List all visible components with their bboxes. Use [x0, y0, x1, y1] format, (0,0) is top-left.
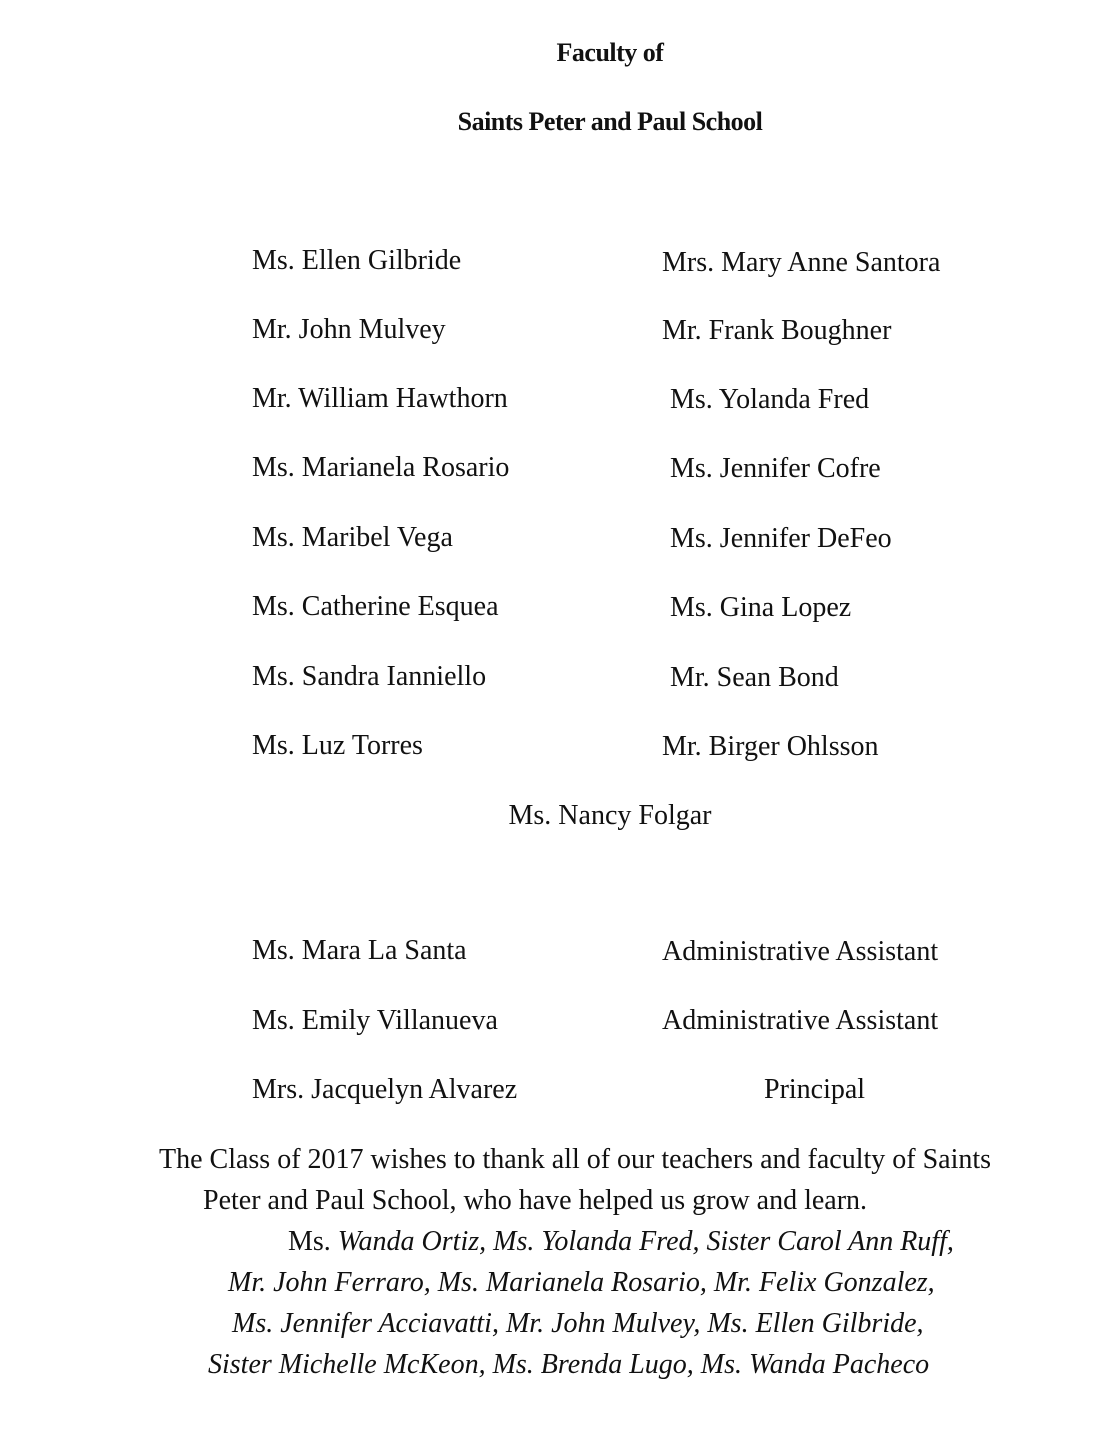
staff-name-2: Ms. Emily Villanueva — [252, 1005, 498, 1036]
faculty-name-left-8: Ms. Luz Torres — [252, 730, 423, 761]
faculty-name-right-3: Ms. Yolanda Fred — [670, 384, 870, 415]
faculty-name-right-2: Mr. Frank Boughner — [662, 315, 892, 346]
staff-role-2: Administrative Assistant — [662, 1005, 939, 1036]
faculty-name-right-8: Mr. Birger Ohlsson — [662, 731, 879, 762]
faculty-name-right-1: Mrs. Mary Anne Santora — [662, 247, 941, 278]
faculty-name-centered: Ms. Nancy Folgar — [508, 800, 712, 831]
page-title-line-1: Faculty of — [556, 38, 664, 67]
faculty-name-right-7: Mr. Sean Bond — [670, 662, 839, 693]
faculty-name-left-7: Ms. Sandra Ianniello — [252, 661, 487, 692]
faculty-name-right-6: Ms. Gina Lopez — [670, 592, 852, 623]
staff-name-1: Ms. Mara La Santa — [252, 935, 467, 966]
faculty-name-left-3: Mr. William Hawthorn — [252, 383, 508, 414]
faculty-name-right-5: Ms. Jennifer DeFeo — [670, 523, 892, 554]
faculty-name-right-4: Ms. Jennifer Cofre — [670, 453, 881, 484]
thanks-line-5: Ms. Jennifer Acciavatti, Mr. John Mulvey, Ms. Ellen Gilbride, — [232, 1308, 924, 1339]
faculty-name-left-6: Ms. Catherine Esquea — [252, 591, 499, 622]
thanks-line-3 — [288, 1225, 954, 1259]
thanks-line-2: Peter and Paul School, who have helped us grow and learn. — [203, 1185, 868, 1216]
faculty-name-left-2: Mr. John Mulvey — [252, 314, 446, 345]
staff-name-3: Mrs. Jacquelyn Alvarez — [252, 1074, 518, 1105]
thanks-line-1: The Class of 2017 wishes to thank all of our teachers and faculty of Saints — [159, 1144, 992, 1175]
staff-role-1: Administrative Assistant — [662, 936, 939, 967]
page-title-line-2: Saints Peter and Paul School — [457, 107, 763, 136]
faculty-name-left-4: Ms. Marianela Rosario — [252, 452, 510, 483]
thanks-line-3-prefix: Ms. — [288, 1226, 331, 1257]
thanks-line-4: Mr. John Ferraro, Ms. Marianela Rosario, Mr. Felix Gonzalez, — [228, 1267, 935, 1298]
thanks-line-6: Sister Michelle McKeon, Ms. Brenda Lugo, Ms. Wanda Pacheco — [208, 1349, 930, 1380]
faculty-name-left-5: Ms. Maribel Vega — [252, 522, 453, 553]
thanks-line-3-names: Wanda Ortiz, Ms. Yolanda Fred, Sister Carol Ann Ruff, — [337, 1226, 954, 1257]
staff-role-3: Principal — [764, 1074, 866, 1105]
faculty-name-left-1: Ms. Ellen Gilbride — [252, 245, 462, 276]
